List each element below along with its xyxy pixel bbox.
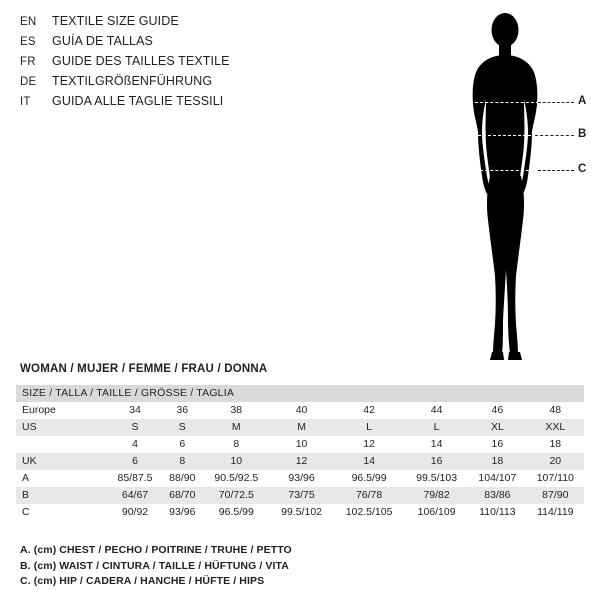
measure-line-c-outer <box>538 170 574 171</box>
cell: XXL <box>545 421 566 433</box>
size-table <box>16 385 584 521</box>
language-row <box>20 74 350 94</box>
cell: 70/72.5 <box>218 489 254 501</box>
cell: 18 <box>549 438 562 450</box>
legend-item-a: A. (cm) CHEST / PECHO / POITRINE / TRUHE / PETTO <box>20 544 292 556</box>
measure-label-a: A <box>578 95 587 107</box>
cell: 99.5/103 <box>416 472 458 484</box>
language-row <box>20 14 350 34</box>
table-header-label: SIZE / TALLA / TAILLE / GRÖSSE / TAGLIA <box>22 387 235 399</box>
section-title: WOMAN / MUJER / FEMME / FRAU / DONNA <box>20 363 268 375</box>
language-row <box>20 34 350 54</box>
cell: 8 <box>179 455 186 467</box>
measure-line-a-outer <box>538 102 574 103</box>
cell: 106/109 <box>417 506 456 518</box>
table-row <box>16 402 584 419</box>
table-row <box>16 419 584 436</box>
table-row <box>16 504 584 521</box>
cell: 107/110 <box>536 472 574 484</box>
table-row <box>16 487 584 504</box>
cell: L <box>433 421 440 433</box>
table-header-row <box>16 385 584 402</box>
cell: 96.5/99 <box>218 506 254 518</box>
language-title: GUÍA DE TALLAS <box>52 34 153 48</box>
measurement-legend <box>20 543 292 590</box>
measure-line-a-inner <box>475 102 539 103</box>
row-label: US <box>22 421 37 433</box>
cell: 40 <box>295 404 308 416</box>
cell: 42 <box>363 404 375 416</box>
cell: 83/86 <box>484 489 511 501</box>
cell: M <box>231 421 241 433</box>
cell: 18 <box>491 455 504 467</box>
row-label: UK <box>22 455 37 467</box>
cell: 96.5/99 <box>351 472 387 484</box>
cell: 93/96 <box>169 506 196 518</box>
row-label: Europe <box>22 404 56 416</box>
measure-label-c: C <box>578 163 587 175</box>
table-row <box>16 436 584 453</box>
language-code: EN <box>20 16 37 28</box>
cell: 36 <box>176 404 189 416</box>
legend-item-b: B. (cm) WAIST / CINTURA / TAILLE / HÜFTUNG / VITA <box>20 559 289 572</box>
measurement-figure <box>420 8 590 368</box>
language-title: GUIDE DES TAILLES TEXTILE <box>52 54 230 68</box>
language-code: ES <box>20 36 36 48</box>
cell: 20 <box>549 455 562 467</box>
cell: 16 <box>491 438 504 450</box>
cell: 6 <box>132 455 138 467</box>
cell: 6 <box>179 438 186 450</box>
cell: 104/107 <box>478 472 517 484</box>
row-label: A <box>22 472 30 484</box>
measure-line-b-inner <box>478 135 536 136</box>
cell: 68/70 <box>169 489 196 501</box>
cell: 76/78 <box>355 489 383 501</box>
cell: M <box>297 421 306 433</box>
cell: 87/90 <box>542 489 569 501</box>
cell: 8 <box>233 438 240 450</box>
cell: S <box>178 421 186 433</box>
cell: 14 <box>363 455 375 467</box>
cell: 14 <box>430 438 443 450</box>
cell: 114/119 <box>537 506 574 518</box>
cell: 12 <box>363 438 375 450</box>
cell: 93/96 <box>288 472 315 484</box>
row-label: C <box>22 506 30 518</box>
cell: 4 <box>132 438 138 450</box>
cell: 10 <box>230 455 243 467</box>
legend-item-c: C. (cm) HIP / CADERA / HANCHE / HÜFTE / HIPS <box>20 575 265 587</box>
cell: S <box>131 421 139 433</box>
cell: 34 <box>129 404 141 416</box>
measure-line-c-inner <box>475 170 539 171</box>
language-row <box>20 54 350 74</box>
cell: 90/92 <box>121 506 149 518</box>
measure-label-b: B <box>578 128 587 140</box>
language-list <box>20 14 350 114</box>
table-row <box>16 453 584 470</box>
row-label: B <box>22 489 30 501</box>
language-row <box>20 94 350 114</box>
language-title: TEXTILE SIZE GUIDE <box>52 14 179 28</box>
cell: 10 <box>295 438 308 450</box>
female-silhouette-icon <box>430 8 580 368</box>
cell: 102.5/105 <box>345 506 393 518</box>
cell: 44 <box>430 404 443 416</box>
cell: 110/113 <box>479 506 516 518</box>
cell: 73/75 <box>288 489 315 501</box>
cell: 16 <box>430 455 443 467</box>
cell: 48 <box>549 404 562 416</box>
row-label <box>16 436 108 453</box>
cell: L <box>366 421 372 433</box>
table-row <box>16 470 584 487</box>
cell: 99.5/102 <box>281 506 322 518</box>
language-title: GUIDA ALLE TAGLIE TESSILI <box>52 94 224 108</box>
cell: 79/82 <box>423 489 450 501</box>
cell: 12 <box>295 455 308 467</box>
cell: 90.5/92.5 <box>214 472 259 484</box>
cell: 38 <box>230 404 243 416</box>
cell: 88/90 <box>169 472 196 484</box>
cell: 64/67 <box>121 489 149 501</box>
measure-line-b-outer <box>535 135 574 136</box>
cell: 46 <box>491 404 504 416</box>
cell: 85/87.5 <box>117 472 153 484</box>
language-code: FR <box>20 56 36 68</box>
language-code: IT <box>20 96 31 108</box>
language-code: DE <box>20 76 37 88</box>
cell: XL <box>490 421 504 433</box>
language-title: TEXTILGRÖßENFÜHRUNG <box>52 74 213 88</box>
